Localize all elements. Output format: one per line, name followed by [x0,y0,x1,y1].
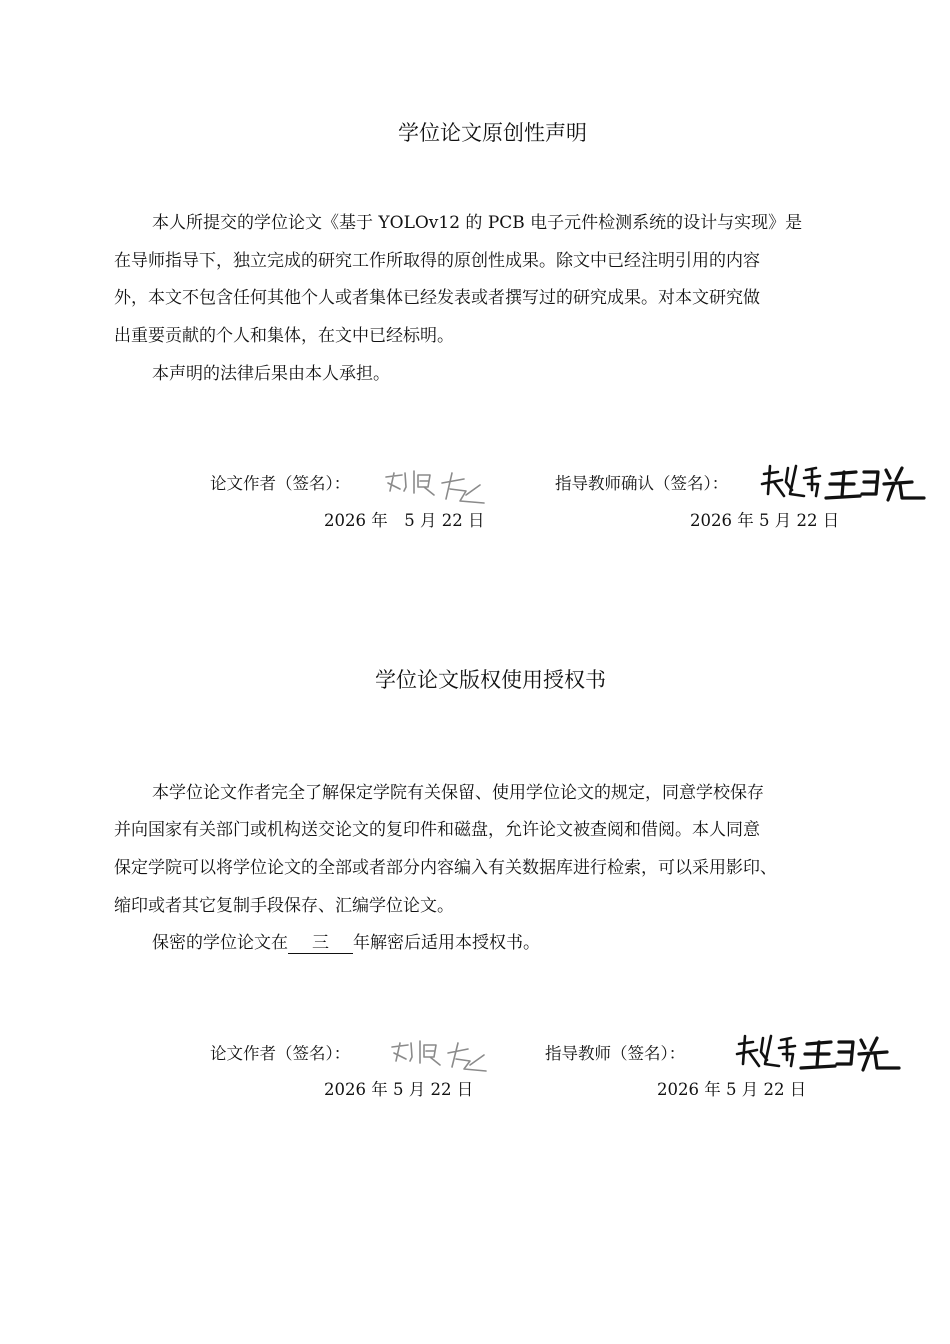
declaration-title: 学位论文原创性声明 [398,121,587,145]
declaration-line-1: 本人所提交的学位论文《基于 YOLOv12 的 PCB 电子元件检测系统的设计与实现》是 [152,213,803,233]
declaration-line-2: 在导师指导下，独立完成的研究工作所取得的原创性成果。除文中已经注明引用的内容 [114,251,760,271]
authorization-line-1: 本学位论文作者完全了解保定学院有关保留、使用学位论文的规定，同意学校保存 [152,783,764,803]
declaration-line-4: 出重要贡献的个人和集体，在文中已经标明。 [114,326,454,346]
secrecy-years: 三 [288,933,353,954]
author-signature-1 [380,465,492,507]
secrecy-suffix: 年解密后适用本授权书。 [353,933,540,953]
declaration-author-label: 论文作者（签名）： [210,474,351,493]
authorization-title: 学位论文版权使用授权书 [375,668,606,692]
declaration-author-date: 2026 年 5 月 22 日 [324,511,485,530]
advisor-signature-2 [735,1030,905,1074]
declaration-advisor-date: 2026 年 5 月 22 日 [690,511,840,530]
secrecy-line [152,931,540,955]
declaration-advisor-label: 指导教师确认（签名）： [555,474,729,493]
authorization-advisor-date: 2026 年 5 月 22 日 [657,1080,807,1099]
secrecy-prefix: 保密的学位论文在 [152,933,288,953]
advisor-signature-1 [760,460,930,504]
authorization-line-4: 缩印或者其它复制手段保存、汇编学位论文。 [114,896,454,916]
authorization-author-label: 论文作者（签名）： [210,1044,351,1063]
authorization-author-date: 2026 年 5 月 22 日 [324,1080,474,1099]
authorization-advisor-label: 指导教师（签名）： [545,1044,686,1063]
declaration-liability: 本声明的法律后果由本人承担。 [152,364,390,384]
authorization-line-3: 保定学院可以将学位论文的全部或者部分内容编入有关数据库进行检索，可以采用影印、 [114,858,777,878]
declaration-line-3: 外，本文不包含任何其他个人或者集体已经发表或者撰写过的研究成果。对本文研究做 [114,288,760,308]
authorization-line-2: 并向国家有关部门或机构送交论文的复印件和磁盘，允许论文被查阅和借阅。本人同意 [114,820,760,840]
author-signature-2 [388,1035,494,1075]
